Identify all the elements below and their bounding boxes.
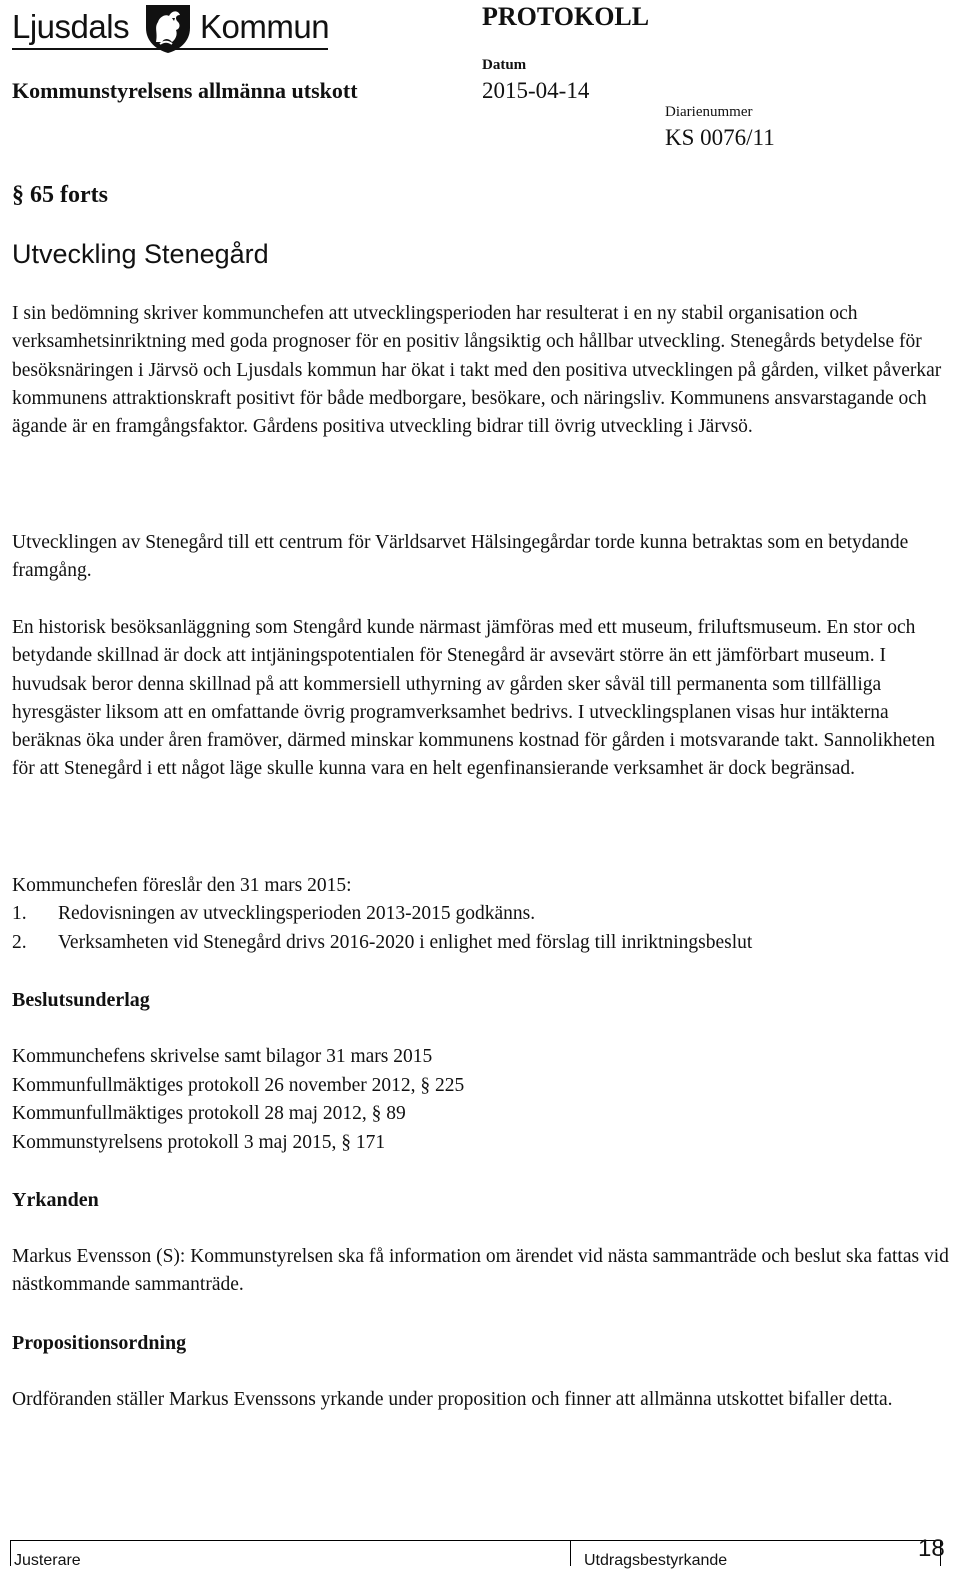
propositionsordning-text: Ordföranden ställer Markus Evenssons yrkande under proposition och finner att allmänna utskottet bifaller detta. (12, 1389, 893, 1410)
proposal-item-number: 1. (12, 903, 27, 924)
logo-text-left: Ljusdals (12, 8, 130, 45)
paragraph-assessment: I sin bedömning skriver kommunchefen att utvecklingsperioden har resulterat i en ny stabil organisation och verksamhetsinriktning med goda prognoser för en positiv långsiktig och hållbar utveckling. Stenegårds betydelse för besöksnäringen i Järvsö och Ljusdals kommun har ökat i takt med den positiva utvecklingen på gården, vilket påverkar kommunens attraktionskraft positivt för både medborgare, besökare, och näringsliv. Kommunens ansvarstagande och ägande är en framgångsfaktor. Gårdens positiva utveckling bidrar till övrig utveckling i Järvsö. (12, 303, 942, 438)
proposal-item-number: 2. (12, 932, 27, 953)
page-number: 18 (918, 1535, 945, 1562)
paragraph-world-heritage: Utvecklingen av Stenegård till ett centrum för Världsarvet Hälsingegårdar torde kunna betraktas som en betydande framgång. (12, 532, 909, 582)
diary-value: KS 0076/11 (665, 125, 775, 150)
logo-underline (12, 48, 328, 50)
reference-line: Kommunfullmäktiges protokoll 28 maj 2012, § 89 (12, 1103, 406, 1124)
section-title: Utveckling Stenegård (12, 239, 269, 269)
reference-line: Kommunchefens skrivelse samt bilagor 31 mars 2015 (12, 1046, 433, 1067)
proposal-item (12, 900, 950, 928)
logo-text-right: Kommun (200, 8, 330, 45)
coat-of-arms-icon (142, 2, 194, 54)
footer-box-divider (570, 1540, 571, 1566)
justerare-label: Justerare (14, 1552, 81, 1569)
date-value: 2015-04-14 (482, 78, 590, 103)
section-heading: § 65 forts (12, 182, 108, 208)
reference-line: Kommunstyrelsens protokoll 3 maj 2015, § 171 (12, 1132, 386, 1153)
reference-line: Kommunfullmäktiges protokoll 26 november 2012, § 225 (12, 1075, 465, 1096)
propositionsordning-heading: Propositionsordning (12, 1332, 187, 1354)
footer-rule (10, 1540, 940, 1541)
proposal-item-text: Redovisningen av utvecklingsperioden 2013-2015 godkänns. (58, 903, 536, 924)
yrkanden-text: Markus Evensson (S): Kommunstyrelsen ska få information om ärendet vid nästa sammanträde och beslut ska fattas vid nästkommande sammanträde. (12, 1246, 949, 1296)
date-label: Datum (482, 57, 527, 73)
paragraph-museum-comparison: En historisk besöksanläggning som Stengård kunde närmast jämföras med ett museum, friluftsmuseum. En stor och betydande skillnad är dock att intjäningspotentialen för Stenegård är avsevärt större än ett jämförbart museum. I huvudsak beror denna skillnad på att kommersiell uthyrning av gården sker såväl till permanenta som tillfälliga hyresgäster liksom att en omfattande övrig programverksamhet bedrivs. I utvecklingsplanen visas hur intäkterna beräknas öka under åren framöver, därmed minskar kommunens kostnad för gården i motsvarande takt. Sannolikheten för att Stenegård i ett något läge skulle kunna vara en helt egenfinansierande verksamhet är dock begränsad. (12, 617, 936, 780)
proposal-item (12, 929, 950, 957)
proposal-item-text: Verksamheten vid Stenegård drivs 2016-2020 i enlighet med förslag till inriktningsbeslut (58, 932, 753, 953)
proposal-intro: Kommunchefen föreslår den 31 mars 2015: (12, 875, 352, 896)
yrkanden-heading: Yrkanden (12, 1189, 99, 1211)
beslutsunderlag-heading: Beslutsunderlag (12, 989, 150, 1011)
utdragsbestyrkande-label: Utdragsbestyrkande (584, 1552, 728, 1569)
document-type: PROTOKOLL (482, 2, 650, 31)
committee-name: Kommunstyrelsens allmänna utskott (12, 78, 358, 103)
diary-label: Diarienummer (665, 104, 753, 120)
footer-box-left-edge (10, 1540, 11, 1566)
